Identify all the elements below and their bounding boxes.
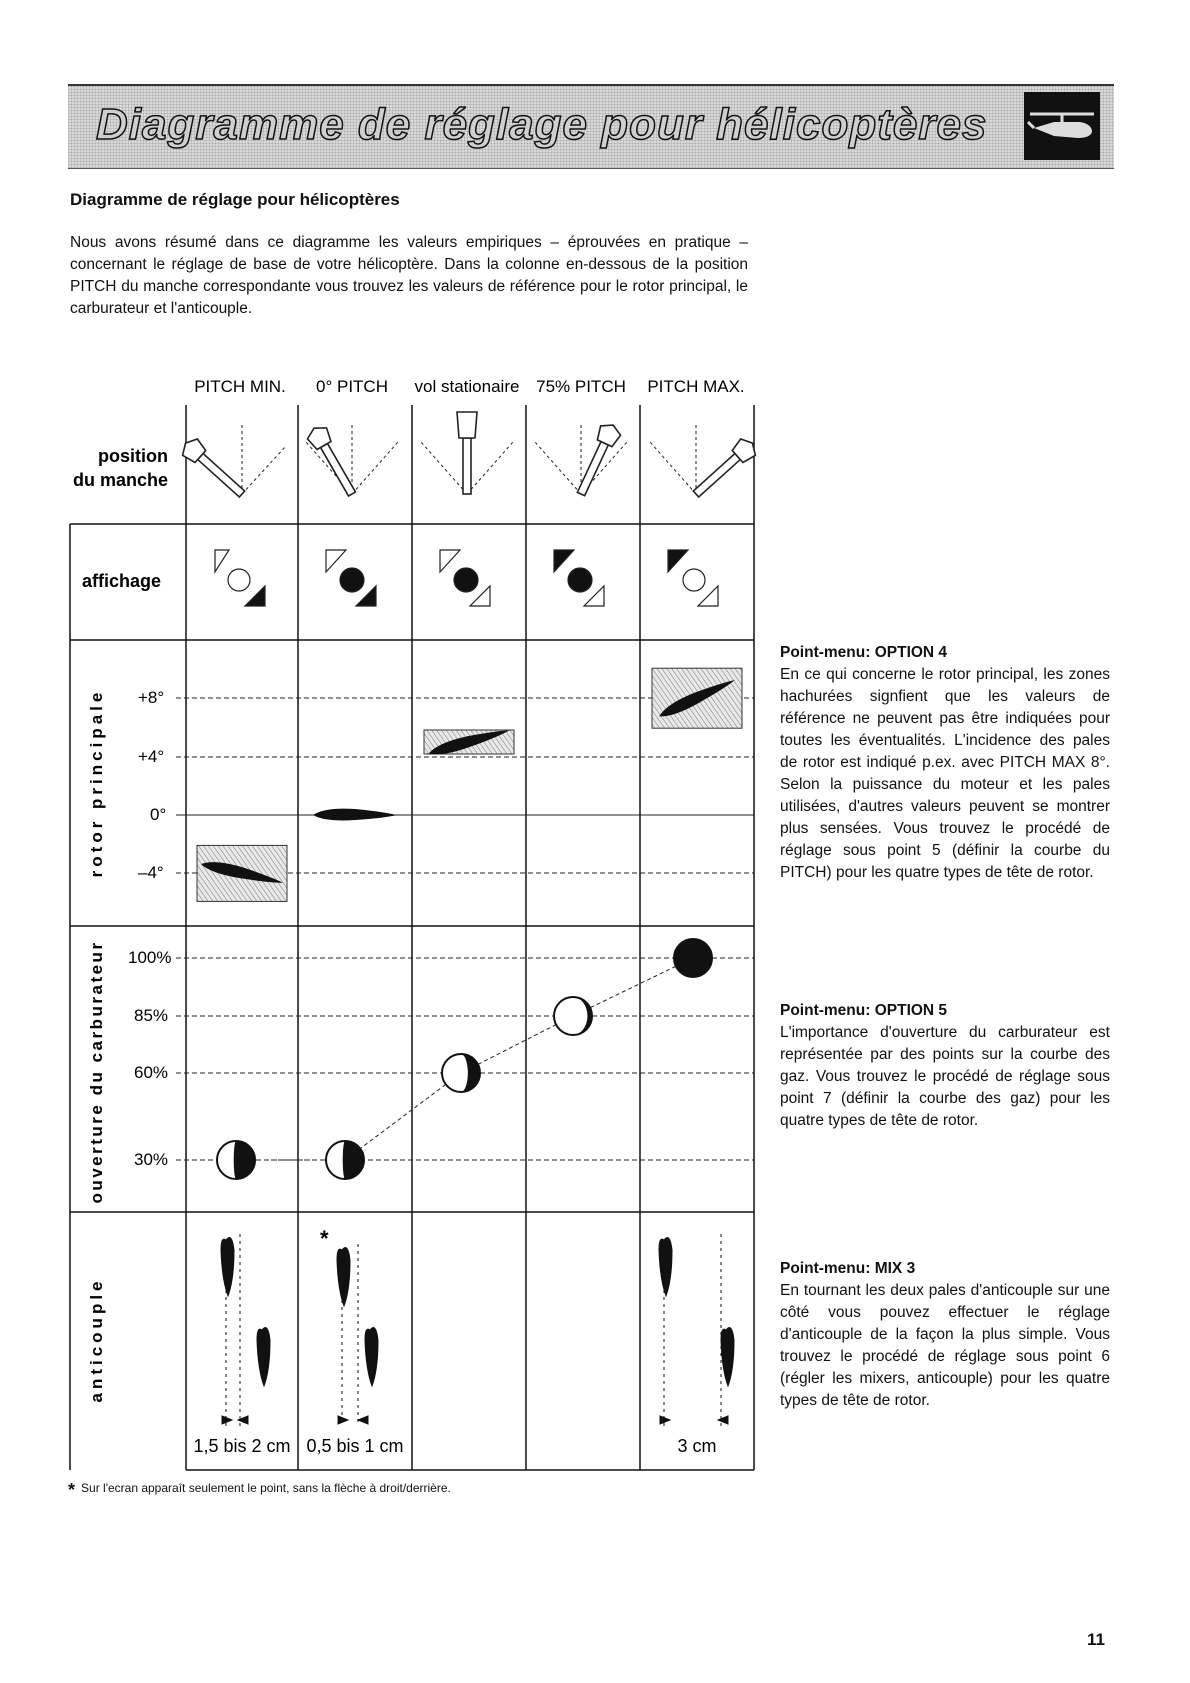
display-icon <box>668 550 718 606</box>
asterisk-mark: * <box>320 1226 329 1251</box>
col-header-75-pitch: 75% PITCH <box>536 377 626 396</box>
footnote-asterisk: * <box>68 1480 76 1500</box>
row-label-anticouple: anticouple <box>87 1277 106 1403</box>
carb-ticks <box>128 948 171 1169</box>
carb-tick: 85% <box>134 1006 169 1025</box>
carb-dot <box>554 997 592 1035</box>
side-note-text: En ce qui concerne le rotor principal, les zones hachurées signfient que les valeurs de référence ne peuvent pas être indiquées pour toutes les éventualités. L'incidence des pales de rotor est indiqué p.ex. avec PITCH MAX 8°. Selon la puissance du moteur et les pales utilisées, d'autres valeurs peuvent se montrer plus sensées. Vous trouvez le procédé de réglage sous point 5 (définir la courbe du PITCH) pour les quatre types de tête de rotor. <box>780 666 1110 881</box>
rotor-blade <box>313 809 397 821</box>
blade-profile <box>313 809 397 821</box>
side-note-title: Point-menu: OPTION 5 <box>780 1002 948 1019</box>
carb-dot <box>674 939 712 977</box>
intro-paragraph: Nous avons résumé dans ce diagramme les valeurs empiriques – éprouvées en pratique – concernant le réglage de base de votre hélicoptère. Dans la colonne en-dessous de la position PITCH du manche correspondante vous trouvez les valeurs de référence pour le rotor principal, le carburateur et l'anticouple. <box>70 234 748 317</box>
rotor-tick: 0° <box>150 805 167 824</box>
carb-tick: 100% <box>128 948 172 967</box>
side-note-text: En tournant les deux pales d'anticouple sur une côté vous pouvez effectuer le réglage d'anticouple de la façon la plus simple. Vous trouvez le procédé de réglage sous point 6 (régler les mixers, anticouple) pour les quatre types de tête de rotor. <box>780 1282 1110 1409</box>
carb-dot <box>442 1054 480 1092</box>
page-number: 11 <box>1087 1630 1105 1649</box>
side-note-title: Point-menu: MIX 3 <box>780 1260 916 1277</box>
anticouple-label: 1,5 bis 2 cm <box>193 1436 291 1456</box>
carb-dot <box>217 1141 255 1179</box>
anticouple-label: 3 cm <box>677 1436 717 1456</box>
stick-icon <box>421 412 513 494</box>
display-icon <box>440 550 490 606</box>
row-label-carburateur: ouverture du carburateur <box>87 940 106 1204</box>
display-icon <box>215 550 265 606</box>
rotor-blade <box>197 845 287 901</box>
col-header-pitch-min: PITCH MIN. <box>194 377 286 396</box>
side-note-option4 <box>780 642 1110 884</box>
rotor-tick: –4° <box>138 863 164 882</box>
tail-blade-pair <box>659 1234 734 1426</box>
footnote-text: Sur l'ecran apparaît seulement le point, sans la flèche à droit/derrière. <box>81 1481 451 1495</box>
stick-icon <box>304 422 398 500</box>
side-note-option5 <box>780 1000 1110 1132</box>
row-label-position: position <box>98 446 168 466</box>
tail-blade-pair <box>337 1244 378 1426</box>
side-note-mix3 <box>780 1258 1110 1412</box>
row-label-affichage: affichage <box>82 571 162 591</box>
col-header-pitch-max: PITCH MAX. <box>647 377 745 396</box>
carb-dot <box>326 1141 364 1179</box>
display-symbols <box>215 550 718 606</box>
col-header-0-pitch: 0° PITCH <box>316 377 388 396</box>
display-icon <box>326 550 376 606</box>
col-header-vol-stationaire: vol stationaire <box>414 377 520 396</box>
tail-blade-pair <box>221 1234 270 1426</box>
banner-title: Diagramme de réglage pour hélicoptères <box>96 100 988 149</box>
carb-marks <box>217 939 712 1179</box>
rotor-tick: +4° <box>138 747 165 766</box>
carb-tick: 30% <box>134 1150 169 1169</box>
stick-icon <box>535 420 627 498</box>
stick-positions <box>178 412 760 502</box>
anticouple-label: 0,5 bis 1 cm <box>306 1436 404 1456</box>
row-label-du-manche: du manche <box>72 470 168 490</box>
carb-tick: 60% <box>134 1063 169 1082</box>
row-label-rotor: rotor principale <box>87 688 106 878</box>
rotor-ticks <box>138 688 166 882</box>
stick-icon <box>178 422 286 502</box>
rotor-marks <box>197 668 742 901</box>
section-subtitle: Diagramme de réglage pour hélicoptères <box>70 190 400 209</box>
stick-icon <box>650 422 760 502</box>
footnote <box>68 1480 451 1501</box>
rotor-tick: +8° <box>138 688 165 707</box>
rotor-blade <box>652 668 742 728</box>
table-grid <box>70 405 754 1470</box>
side-note-title: Point-menu: OPTION 4 <box>780 644 948 661</box>
side-note-text: L'importance d'ouverture du carburateur est représentée par des points sur la courbe des gaz. Vous trouvez le procédé de réglage sous point 7 (définir la courbe des gaz) pour les quatre types de tête de rotor. <box>780 1024 1110 1129</box>
display-icon <box>554 550 604 606</box>
rotor-blade <box>424 724 514 759</box>
